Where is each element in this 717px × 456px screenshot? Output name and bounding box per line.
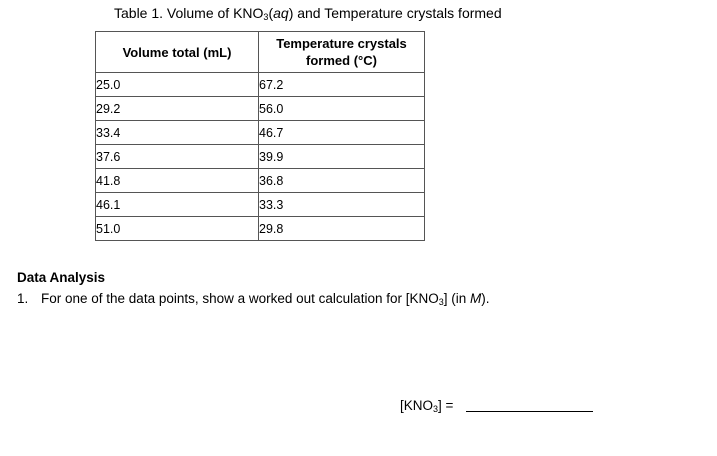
table-row xyxy=(96,97,425,121)
temperature-cell: 29.8 xyxy=(259,217,425,241)
caption-subscript: 3 xyxy=(263,12,269,22)
answer-blank-line[interactable] xyxy=(466,411,593,412)
question-number: 1. xyxy=(17,291,29,306)
volume-cell: 46.1 xyxy=(96,193,259,217)
answer-text-end: ] = xyxy=(438,398,454,413)
table-row xyxy=(96,145,425,169)
temperature-cell: 46.7 xyxy=(259,121,425,145)
answer-subscript: 3 xyxy=(433,404,439,414)
volume-cell: 25.0 xyxy=(96,73,259,97)
volume-cell: 51.0 xyxy=(96,217,259,241)
volume-cell: 37.6 xyxy=(96,145,259,169)
data-table xyxy=(95,31,425,241)
volume-cell: 41.8 xyxy=(96,169,259,193)
caption-italic: aq xyxy=(273,5,289,21)
table-row xyxy=(96,73,425,97)
caption-text: Table 1. Volume of KNO xyxy=(114,5,264,21)
temperature-cell: 39.9 xyxy=(259,145,425,169)
caption-paren: ( xyxy=(268,5,274,21)
header-volume: Volume total (mL) xyxy=(96,32,259,73)
table-row xyxy=(96,193,425,217)
table-row xyxy=(96,121,425,145)
temperature-cell: 36.8 xyxy=(259,169,425,193)
table-header-row xyxy=(96,32,425,73)
question-text-mid: ] (in xyxy=(443,291,470,306)
answer-text: [KNO xyxy=(400,398,434,413)
question-text-end: ). xyxy=(481,291,490,306)
question-unit: M xyxy=(470,291,482,306)
caption-suffix: ) and Temperature crystals formed xyxy=(288,5,502,21)
question-1 xyxy=(17,291,490,306)
temperature-cell: 33.3 xyxy=(259,193,425,217)
question-subscript: 3 xyxy=(438,297,444,307)
header-temperature: Temperature crystals formed (°C) xyxy=(259,32,425,73)
table-row xyxy=(96,169,425,193)
table-caption xyxy=(114,5,502,21)
table-row xyxy=(96,217,425,241)
volume-cell: 29.2 xyxy=(96,97,259,121)
answer-label xyxy=(400,398,453,413)
volume-cell: 33.4 xyxy=(96,121,259,145)
temperature-cell: 67.2 xyxy=(259,73,425,97)
section-heading: Data Analysis xyxy=(17,270,106,285)
question-text: For one of the data points, show a worked out calculation for [KNO xyxy=(41,291,439,306)
temperature-cell: 56.0 xyxy=(259,97,425,121)
